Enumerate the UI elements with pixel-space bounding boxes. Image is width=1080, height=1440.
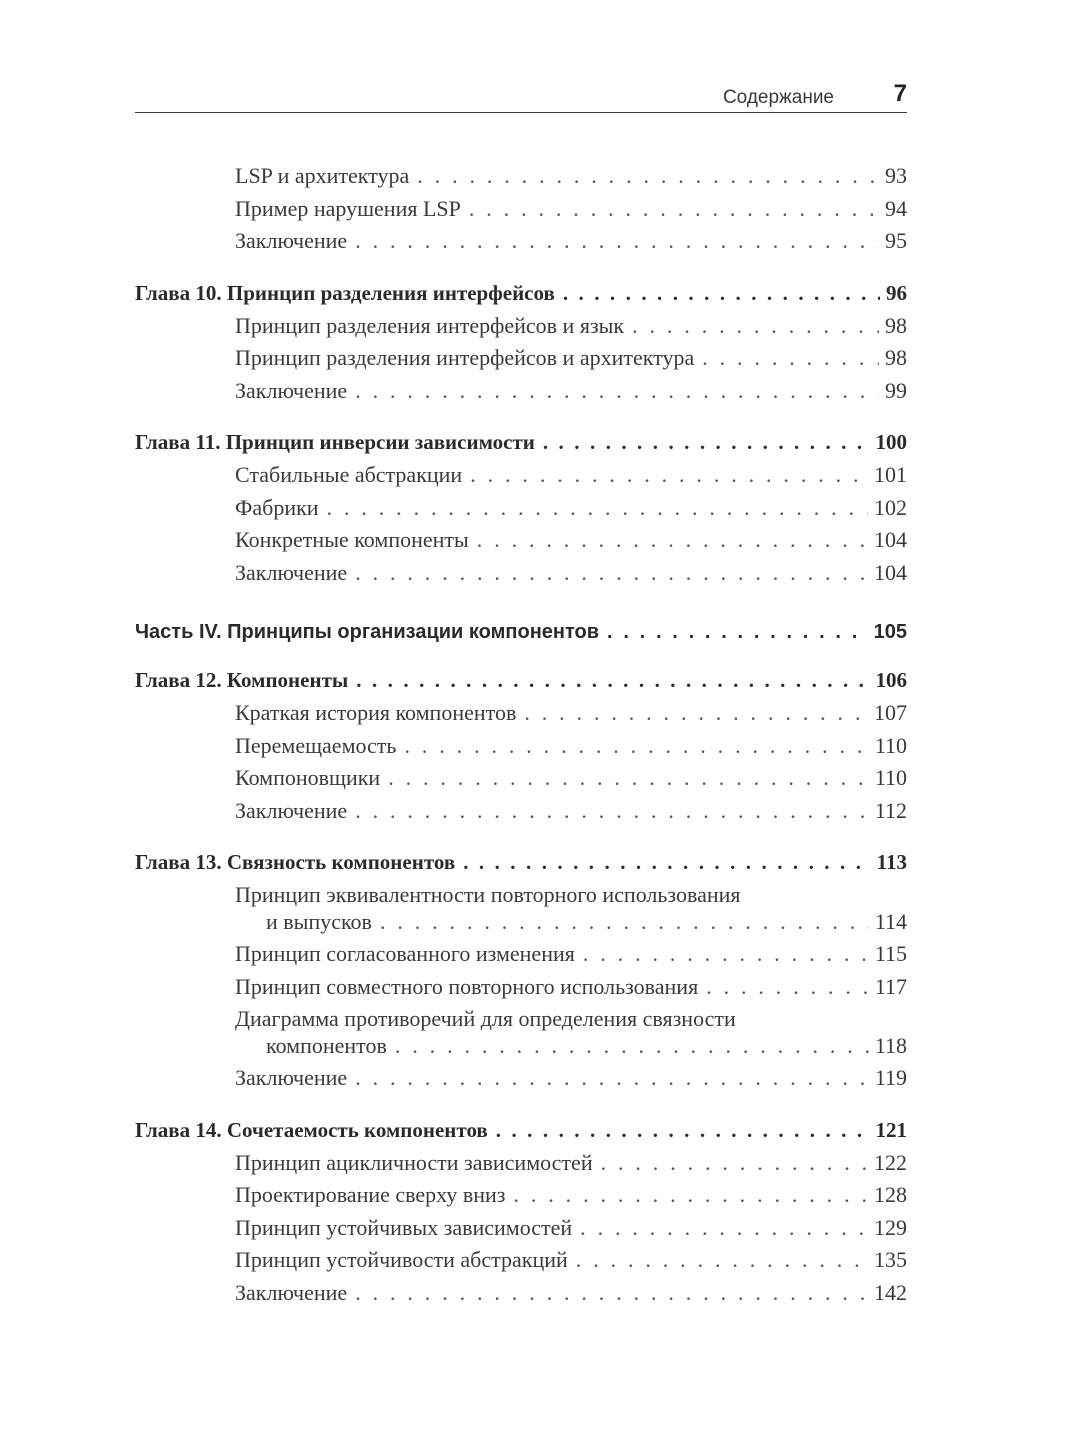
toc-entry-page: 110 (874, 765, 907, 790)
dot-leader (355, 557, 868, 590)
toc-entry-page: 128 (874, 1182, 907, 1207)
toc-entry-title: Пример нарушения LSP (235, 195, 461, 221)
toc-entry-page: 102 (874, 494, 907, 520)
toc-entry[interactable] (135, 492, 907, 525)
toc-entry[interactable] (135, 342, 907, 375)
dot-leader (404, 730, 868, 763)
toc-entry-page: 122 (874, 1149, 907, 1175)
toc-entry-page: 119 (874, 1065, 907, 1090)
dot-leader (583, 938, 869, 971)
part-title: Часть IV. Принципы организации компонентов (135, 621, 600, 643)
toc-entry-title: LSP и архитектура (235, 163, 410, 188)
chapter-page: 106 (875, 668, 907, 692)
toc-entry[interactable] (135, 1062, 907, 1095)
running-header (135, 78, 907, 113)
dot-leader (543, 425, 870, 459)
dot-leader (524, 697, 868, 730)
toc-entry-page: 104 (874, 559, 907, 585)
dot-leader (580, 1212, 868, 1245)
dot-leader (355, 1062, 869, 1095)
chapter-title: Глава 13. Связность компонентов (135, 850, 456, 874)
toc-entry-title: Принцип разделения интерфейсов и архитектура (235, 345, 695, 370)
toc-entry-page: 98 (885, 312, 907, 338)
toc-entry[interactable] (135, 971, 907, 1004)
toc-entry-title: Заключение (235, 377, 348, 403)
dot-leader (463, 845, 870, 879)
toc-entry-page: 104 (874, 527, 907, 552)
dot-leader (576, 1244, 868, 1277)
toc-entry-title: Принцип согласованного изменения (235, 941, 575, 966)
toc-entry-title: Заключение (235, 1065, 348, 1090)
part-page: 105 (873, 621, 907, 643)
toc-entry-title: Принцип устойчивых зависимостей (235, 1214, 573, 1240)
toc-entry[interactable] (135, 557, 907, 590)
dot-leader (563, 276, 880, 310)
toc-entry[interactable] (135, 524, 907, 557)
dot-leader (706, 971, 869, 1004)
chapter-title: Глава 10. Принцип разделения интерфейсов (135, 280, 555, 305)
toc-entry-page: 110 (874, 732, 907, 758)
toc-chapter-10[interactable] (135, 276, 907, 310)
toc-chapter-14[interactable] (135, 1113, 907, 1147)
toc-entry[interactable] (135, 1212, 907, 1245)
toc-entry-title: Проектирование сверху вниз (235, 1182, 506, 1207)
toc-entry-page: 99 (885, 377, 907, 403)
dot-leader (632, 310, 879, 343)
toc-entry-title: Конкретные компоненты (235, 527, 469, 552)
dot-leader (327, 492, 868, 525)
toc-entry-title: Принцип устойчивости абстракций (235, 1247, 568, 1272)
toc-entry-page: 115 (874, 941, 907, 966)
toc-entry-page: 114 (874, 908, 907, 934)
toc-entry-title: Принцип совместного повторного использования (235, 973, 699, 999)
toc-entry-title: Краткая история компонентов (235, 700, 517, 725)
chapter-page: 96 (886, 280, 907, 305)
toc-chapter-11[interactable] (135, 425, 907, 459)
dot-leader (355, 795, 869, 828)
toc-entry-page: 98 (885, 345, 907, 370)
toc-entry-page: 129 (874, 1214, 907, 1240)
toc-entry[interactable] (135, 1003, 907, 1062)
chapter-page: 113 (876, 850, 907, 874)
dot-leader (601, 1147, 868, 1180)
dot-leader (356, 663, 869, 697)
toc-entry[interactable] (135, 879, 907, 938)
dot-leader (470, 459, 868, 492)
dot-leader (355, 375, 879, 408)
toc-entry-page: 112 (874, 797, 907, 823)
toc-entry[interactable] (135, 225, 907, 258)
toc-entry[interactable] (135, 160, 907, 193)
dot-leader (355, 1277, 868, 1310)
chapter-title: Глава 14. Сочетаемость компонентов (135, 1117, 488, 1142)
toc-entry-page: 142 (874, 1279, 907, 1305)
table-of-contents (135, 160, 907, 1309)
toc-entry[interactable] (135, 193, 907, 226)
toc-entry[interactable] (135, 795, 907, 828)
dot-leader (477, 524, 868, 557)
dot-leader (388, 762, 869, 795)
dot-leader (513, 1179, 868, 1212)
dot-leader (607, 615, 868, 649)
toc-chapter-13[interactable] (135, 845, 907, 879)
toc-entry-title: Заключение (235, 559, 348, 585)
toc-entry-title: Компоновщики (235, 765, 381, 790)
toc-entry-page: 107 (874, 700, 907, 725)
chapter-title: Глава 12. Компоненты (135, 668, 349, 692)
toc-entry-title-continued: компонентов (266, 1032, 387, 1058)
dot-leader (380, 906, 869, 939)
dot-leader (355, 225, 879, 258)
toc-entry[interactable] (135, 459, 907, 492)
toc-entry-title: Заключение (235, 228, 348, 253)
toc-entry[interactable] (135, 697, 907, 730)
toc-entry[interactable] (135, 375, 907, 408)
dot-leader (702, 342, 879, 375)
toc-entry-title: Стабильные абстракции (235, 462, 463, 487)
toc-entry[interactable] (135, 1244, 907, 1277)
chapter-page: 100 (875, 430, 907, 454)
dot-leader (395, 1030, 869, 1063)
toc-entry[interactable] (135, 310, 907, 343)
toc-entry-page: 135 (874, 1247, 907, 1272)
toc-chapter-12[interactable] (135, 663, 907, 697)
toc-entry-page: 118 (874, 1032, 907, 1058)
dot-leader (496, 1113, 870, 1147)
toc-entry-title: Фабрики (235, 494, 319, 520)
dot-leader (469, 193, 879, 226)
toc-entry-page: 117 (874, 973, 907, 999)
toc-entry[interactable] (135, 1179, 907, 1212)
toc-entry-title-continued: и выпусков (266, 908, 372, 934)
toc-entry-title: Принцип разделения интерфейсов и язык (235, 312, 625, 338)
toc-entry[interactable] (135, 938, 907, 971)
toc-part-4[interactable] (135, 615, 907, 649)
toc-entry-page: 95 (885, 228, 907, 253)
toc-entry-page: 93 (885, 163, 907, 188)
toc-entry-title: Диаграмма противоречий для определения связности (235, 1006, 736, 1031)
chapter-title: Глава 11. Принцип инверсии зависимости (135, 430, 535, 454)
toc-entry-title: Перемещаемость (235, 732, 397, 758)
toc-entry-title: Принцип эквивалентности повторного использования (235, 882, 741, 907)
toc-entry-title: Принцип ацикличности зависимостей (235, 1149, 593, 1175)
toc-entry-title: Заключение (235, 1279, 348, 1305)
running-header-title: Содержание (722, 87, 834, 108)
toc-entry-page: 94 (885, 195, 907, 221)
toc-entry[interactable] (135, 1277, 907, 1310)
toc-entry[interactable] (135, 730, 907, 763)
toc-entry-title: Заключение (235, 797, 348, 823)
page-number: 7 (893, 80, 907, 107)
dot-leader (417, 160, 879, 193)
chapter-page: 121 (875, 1117, 907, 1142)
toc-entry[interactable] (135, 762, 907, 795)
toc-entry-page: 101 (874, 462, 907, 487)
toc-entry[interactable] (135, 1147, 907, 1180)
